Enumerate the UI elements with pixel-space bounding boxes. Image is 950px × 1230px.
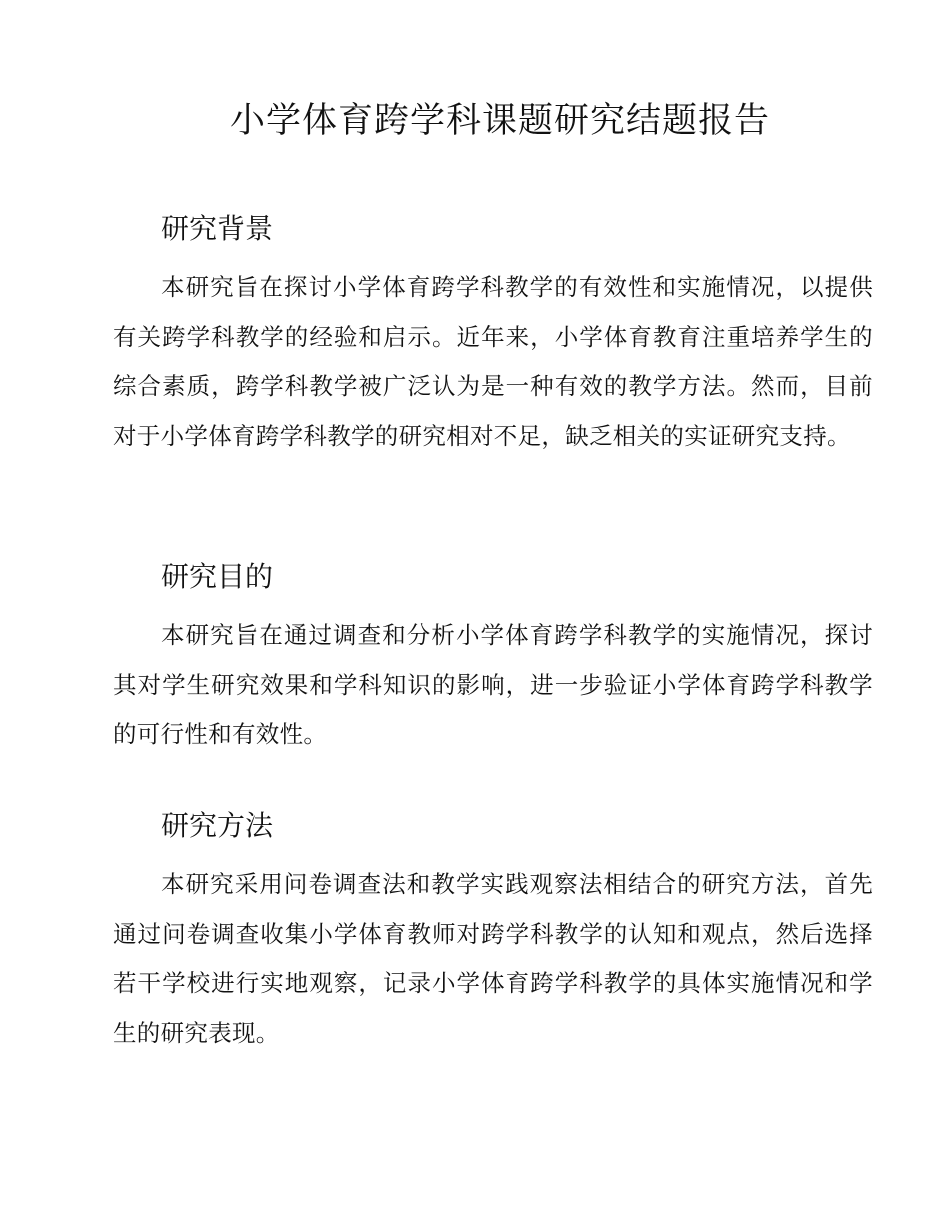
section-heading: 研究目的 — [161, 560, 274, 593]
section-paragraph: 本研究采用问卷调查法和教学实践观察法相结合的研究方法，首先通过问卷调查收集小学体育教师对跨学科教学的认知和观点，然后选择若干学校进行实地观察，记录小学体育跨学科教学的具体实施情况和学生的研究表现。 — [113, 870, 873, 1047]
section-paragraph: 本研究旨在探讨小学体育跨学科教学的有效性和实施情况，以提供有关跨学科教学的经验和启示。近年来，小学体育教育注重培养学生的综合素质，跨学科教学被广泛认为是一种有效的教学方法。然而，目前对于小学体育跨学科教学的研究相对不足，缺乏相关的实证研究支持。 — [113, 273, 873, 450]
section-heading: 研究背景 — [161, 212, 274, 245]
section-research-method — [113, 806, 873, 1058]
section-paragraph: 本研究旨在通过调查和分析小学体育跨学科教学的实施情况，探讨其对学生研究效果和学科知识的影响，进一步验证小学体育跨学科教学的可行性和有效性。 — [113, 621, 873, 748]
section-heading: 研究方法 — [161, 809, 274, 842]
document-title: 小学体育跨学科课题研究结题报告 — [229, 101, 770, 141]
section-research-purpose — [113, 557, 873, 760]
section-research-background — [113, 209, 873, 461]
